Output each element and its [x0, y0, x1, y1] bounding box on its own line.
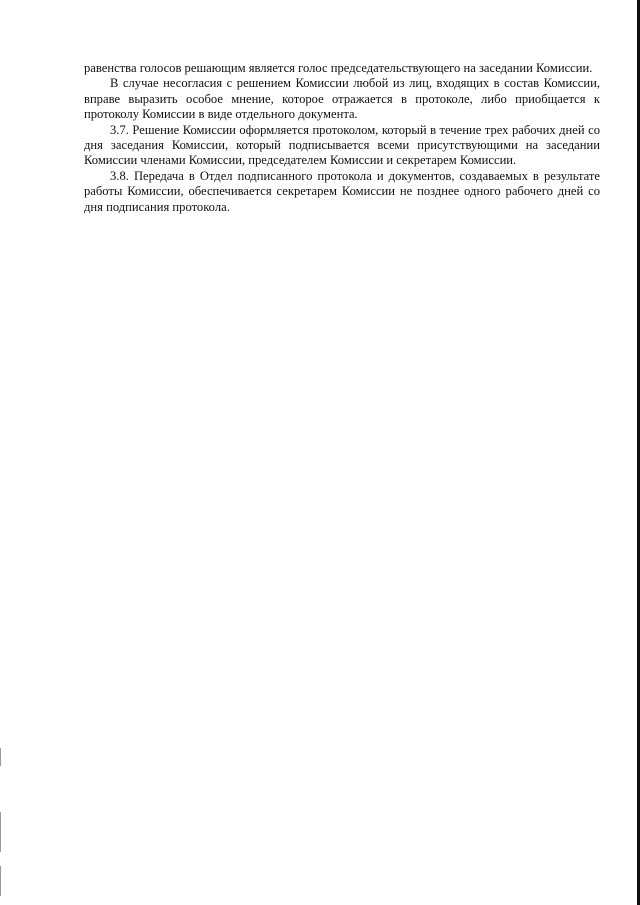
scan-left-mark	[0, 748, 1, 766]
paragraph-3-7-protocol: 3.7. Решение Комиссии оформляется протоколом, который в течение трех рабочих дней со дня заседания Комиссии, который подписывается всеми присутствующими на заседании Комиссии членами Комиссии, председателем Комиссии и секретарем Комиссии.	[84, 122, 600, 168]
paragraph-dissenting-opinion: В случае несогласия с решением Комиссии любой из лиц, входящих в состав Комиссии, вправе выразить особое мнение, которое отражается в протоколе, либо приобщается к протоколу Комиссии в виде отдельного документа.	[84, 76, 600, 122]
scan-left-mark	[0, 812, 1, 852]
paragraph-3-8-transfer: 3.8. Передача в Отдел подписанного протокола и документов, создаваемых в результате работы Комиссии, обеспечивается секретарем Комиссии не позднее одного рабочего дней со дня подписания протокола.	[84, 168, 600, 214]
scan-left-mark	[0, 866, 1, 896]
document-body	[84, 61, 600, 215]
paragraph-tie-vote: равенства голосов решающим является голос председательствующего на заседании Комиссии.	[84, 61, 593, 75]
